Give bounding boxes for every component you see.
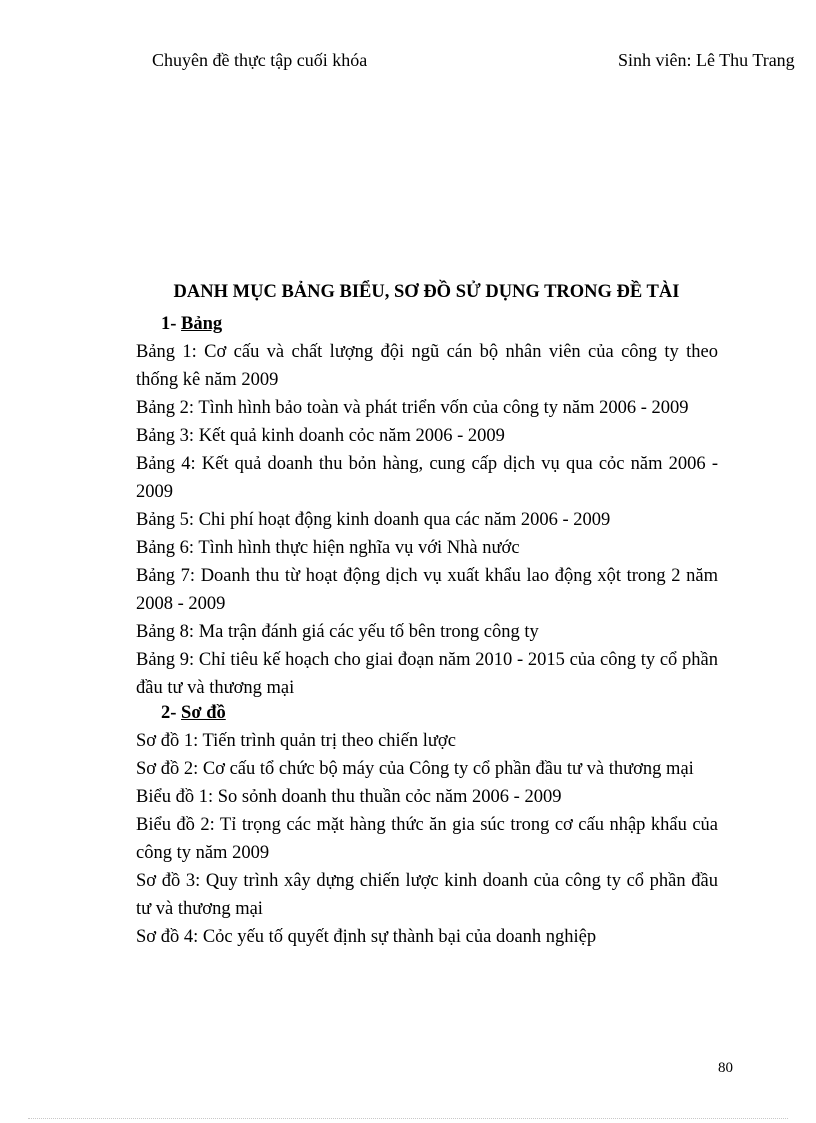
header-course-title: Chuyên đề thực tập cuối khóa xyxy=(152,50,368,70)
list-item: Sơ đồ 1: Tiến trình quản trị theo chiến lược xyxy=(136,731,456,751)
section-number: 2- xyxy=(161,703,177,723)
list-item: Bảng 9: Chỉ tiêu kế hoạch cho giai đoạn năm 2010 - 2015 của công ty cổ phần đầu tư và thương mại xyxy=(136,650,718,698)
list-item: Sơ đồ 4: Cỏc yếu tố quyết định sự thành bại của doanh nghiệp xyxy=(136,927,597,947)
page-bottom-divider xyxy=(28,1118,788,1119)
table-list xyxy=(136,338,718,702)
list-item: Bảng 1: Cơ cấu và chất lượng đội ngũ cán bộ nhân viên của công ty theo thống kê năm 2009 xyxy=(136,342,718,390)
header-student-name: Sinh viên: Lê Thu Trang xyxy=(618,50,795,70)
list-item: Bảng 5: Chi phí hoạt động kinh doanh qua các năm 2006 - 2009 xyxy=(136,510,611,530)
list-item: Bảng 4: Kết quả doanh thu bỏn hàng, cung cấp dịch vụ qua cỏc năm 2006 - 2009 xyxy=(136,454,718,502)
section-label: Sơ đồ xyxy=(181,703,226,723)
list-item: Biểu đồ 1: So sỏnh doanh thu thuần cỏc năm 2006 - 2009 xyxy=(136,787,562,807)
diagram-list xyxy=(136,727,718,951)
list-item: Sơ đồ 3: Quy trình xây dựng chiến lược kinh doanh của công ty cổ phần đầu tư và thương mại xyxy=(136,871,718,919)
section-label: Bảng xyxy=(181,314,223,334)
list-item: Bảng 3: Kết quả kinh doanh cỏc năm 2006 - 2009 xyxy=(136,426,505,446)
list-item: Biểu đồ 2: Tỉ trọng các mặt hàng thức ăn gia súc trong cơ cấu nhập khẩu của công ty năm 2009 xyxy=(136,815,718,863)
section-number: 1- xyxy=(161,314,177,334)
section-heading-diagrams xyxy=(161,703,226,724)
list-item: Bảng 7: Doanh thu từ hoạt động dịch vụ xuất khẩu lao động xột trong 2 năm 2008 - 2009 xyxy=(136,566,718,614)
page-number: 80 xyxy=(718,1060,733,1076)
list-item: Bảng 6: Tình hình thực hiện nghĩa vụ với Nhà nước xyxy=(136,538,520,558)
list-item: Bảng 2: Tình hình bảo toàn và phát triển vốn của công ty năm 2006 - 2009 xyxy=(136,398,689,418)
list-item: Bảng 8: Ma trận đánh giá các yếu tố bên trong công ty xyxy=(136,622,539,642)
section-heading-tables xyxy=(161,314,222,335)
page-title: DANH MỤC BẢNG BIỂU, SƠ ĐỒ SỬ DỤNG TRONG ĐỀ TÀI xyxy=(173,282,680,302)
list-item: Sơ đồ 2: Cơ cấu tổ chức bộ máy của Công ty cổ phần đầu tư và thương mại xyxy=(136,759,694,779)
